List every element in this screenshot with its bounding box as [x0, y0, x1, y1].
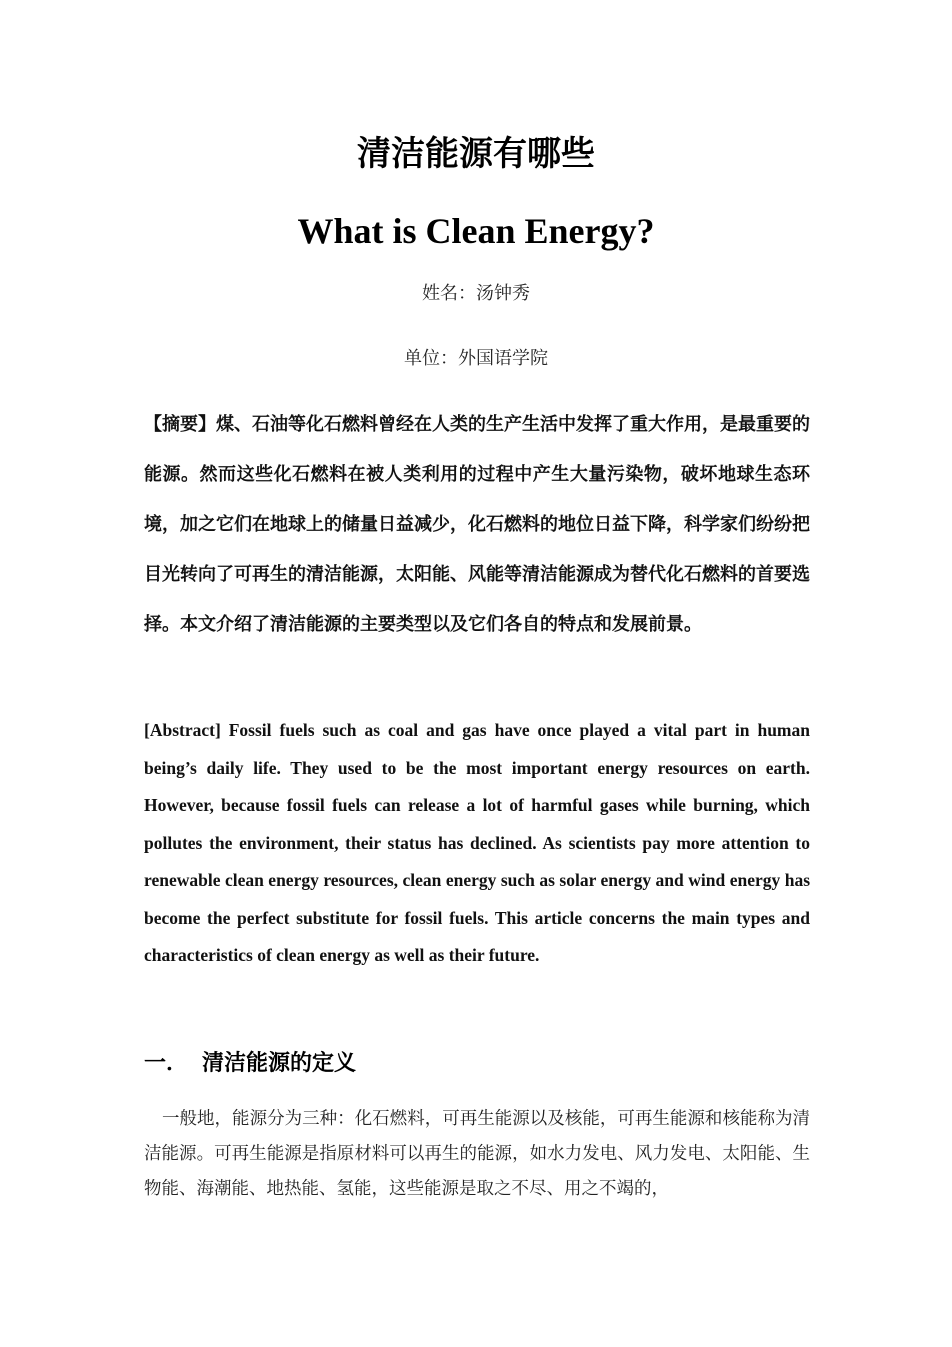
title-english: What is Clean Energy?	[297, 211, 655, 251]
abstract-chinese: 【摘要】煤、石油等化石燃料曾经在人类的生产生活中发挥了重大作用，是最重要的能源。然而这些化石燃料在被人类利用的过程中产生大量污染物，破坏地球生态环境，加之它们在地球上的储量日益减少，化石燃料的地位日益下降，科学家们纷纷把目光转向了可再生的清洁能源，太阳能、风能等清洁能源成为替代化石燃料的首要选择。本文介绍了清洁能源的主要类型以及它们各自的特点和发展前景。	[144, 414, 810, 635]
section-body-paragraph: 一般地，能源分为三种：化石燃料，可再生能源以及核能，可再生能源和核能称为清洁能源。可再生能源是指原材料可以再生的能源，如水力发电、风力发电、太阳能、生物能、海潮能、地热能、氢能，这些能源是取之不尽、用之不竭的，	[144, 1109, 810, 1199]
section-heading	[144, 1044, 810, 1084]
title-chinese: 清洁能源有哪些	[357, 134, 595, 174]
abstract-english: [Abstract] Fossil fuels such as coal and gas have once played a vital part in human being’s daily life. They used to be the most important energy resources on earth. However, because fossil fuels can release a lot of harmful gases while burning, which pollutes the environment, their status has declined. As scientists pay more attention to renewable clean energy resources, clean energy such as solar energy and wind energy has become the perfect substitute for fossil fuels. This article concerns the main types and characteristics of clean energy as well as their future.	[144, 720, 810, 965]
section-number: 一．	[144, 1051, 189, 1076]
author-name: 姓名：汤钟秀	[422, 283, 530, 304]
section-title: 清洁能源的定义	[202, 1051, 357, 1076]
author-unit: 单位：外国语学院	[404, 348, 548, 369]
